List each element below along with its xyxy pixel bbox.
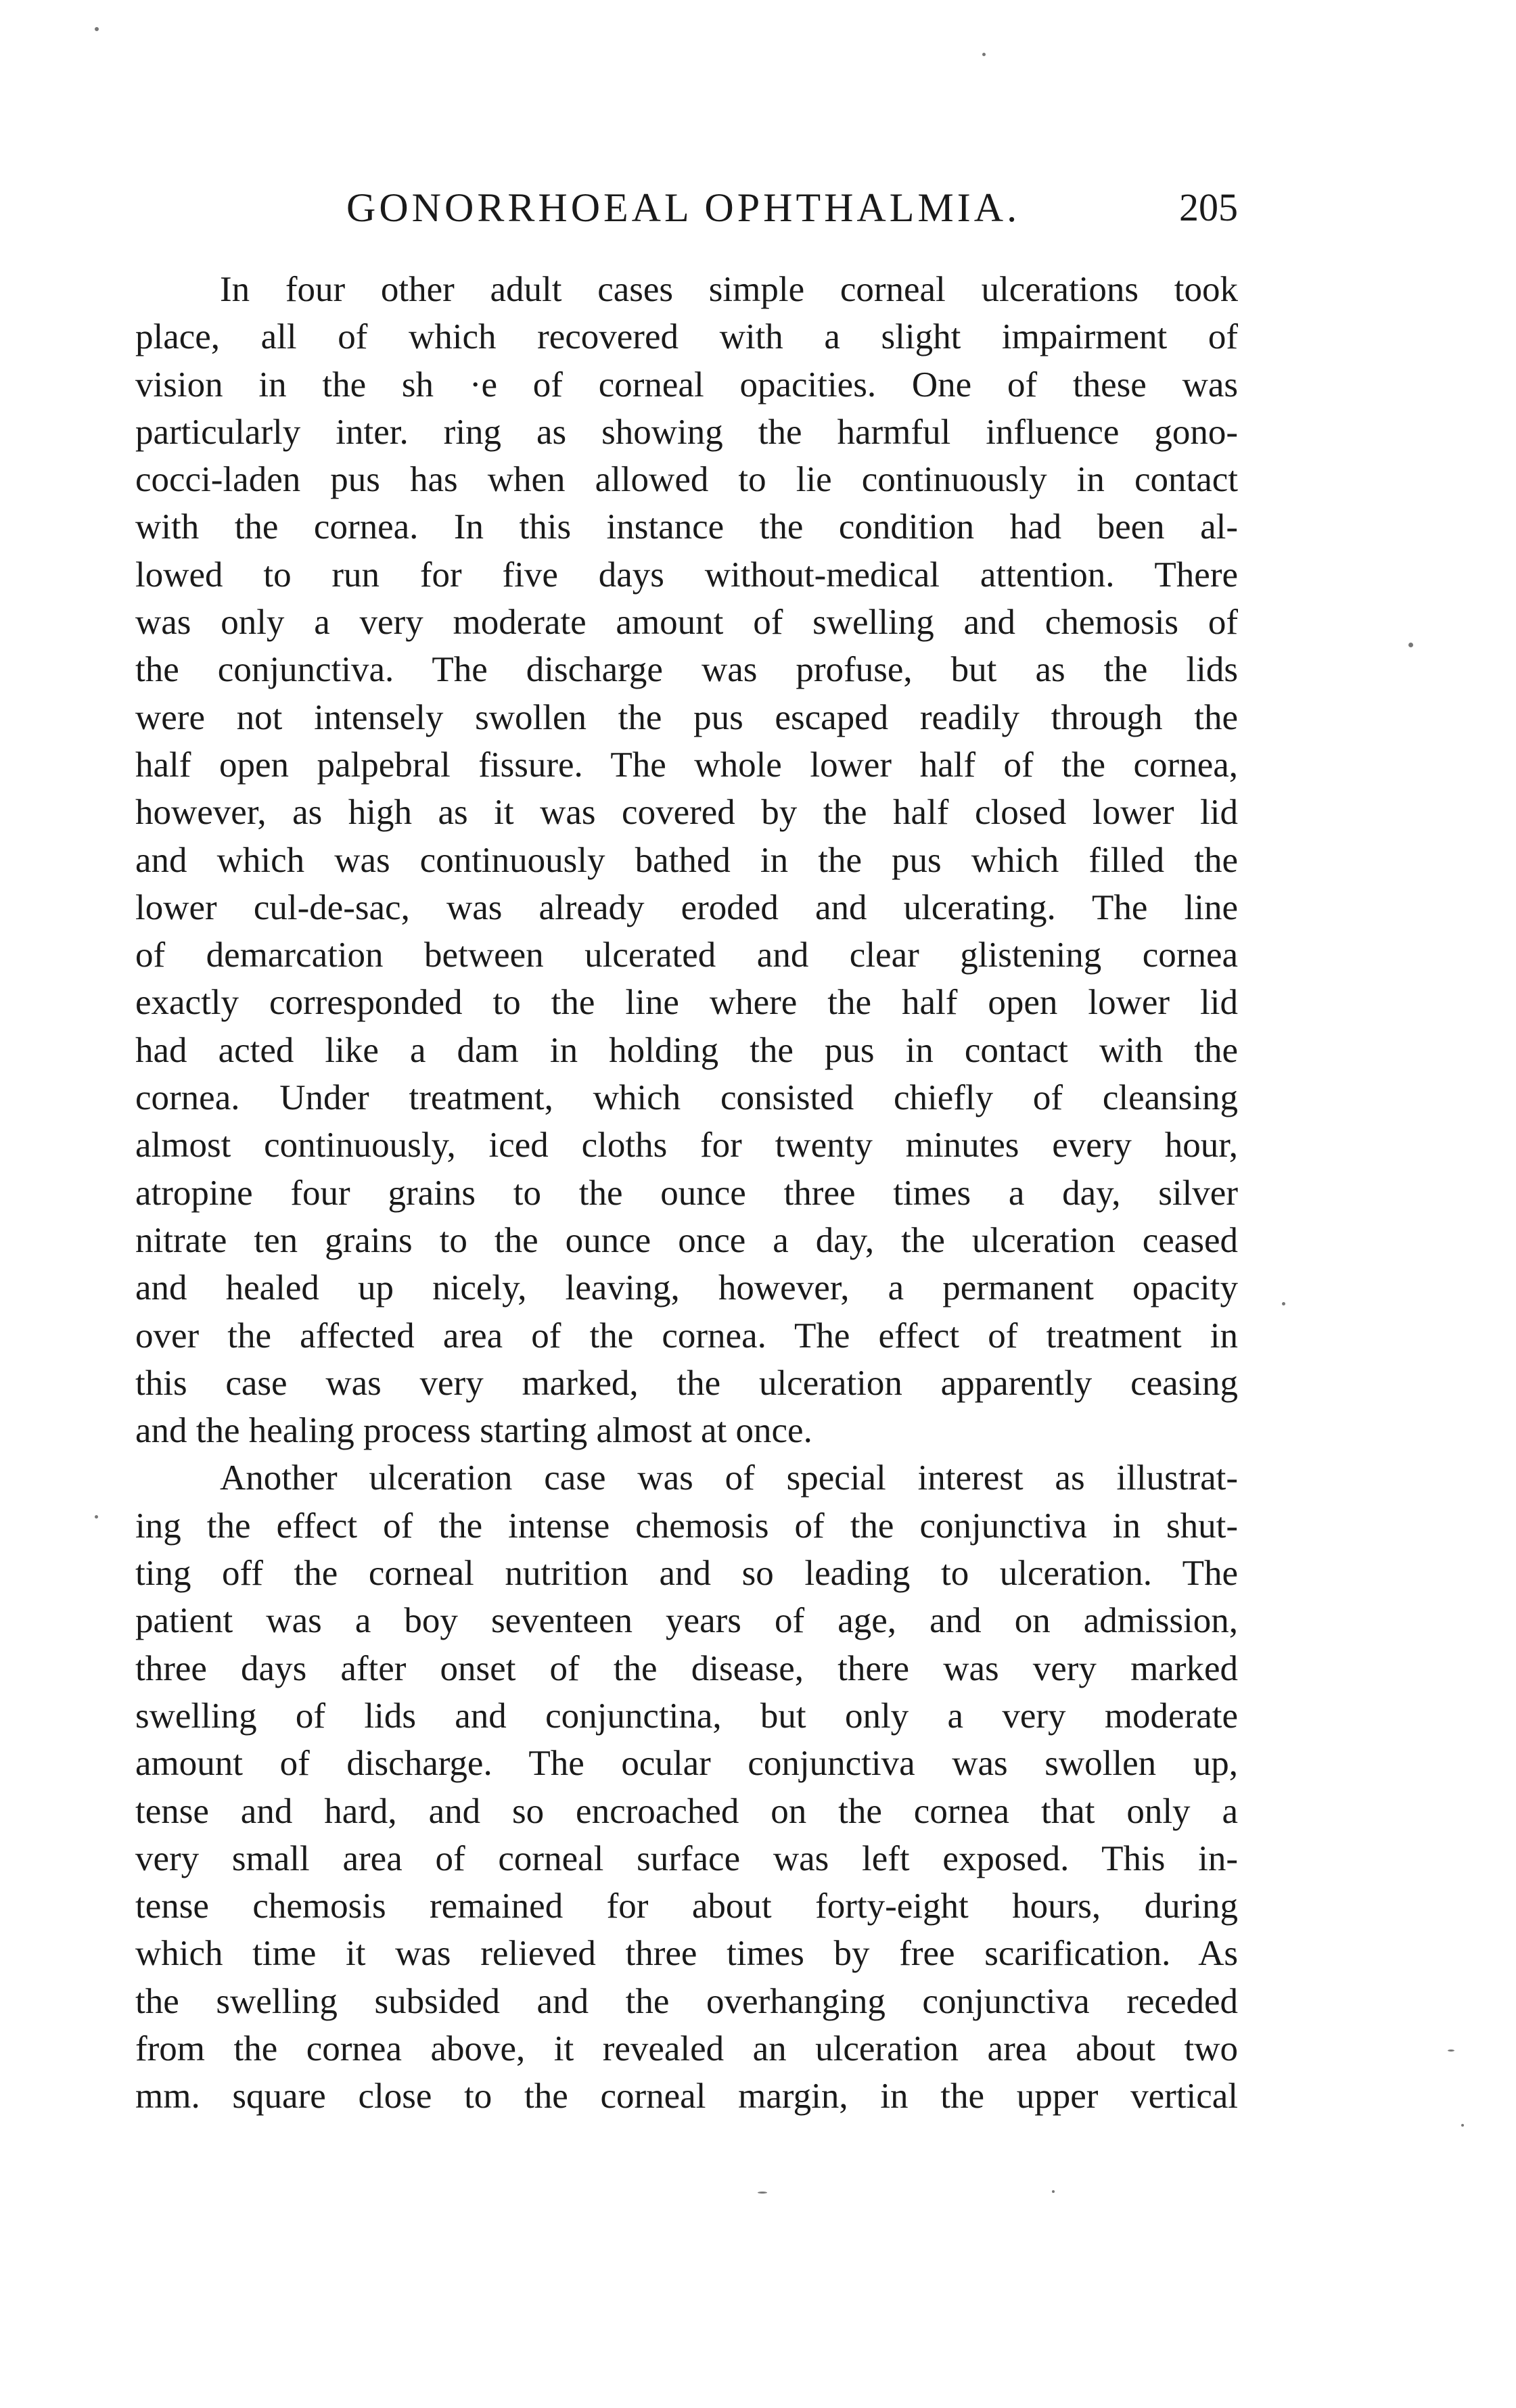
text-line: and the healing process starting almost at once.	[135, 1411, 812, 1451]
text-line: mm. square close to the corneal margin, in the upper vertical	[135, 2077, 1238, 2116]
scan-speck	[95, 27, 99, 31]
page-number: 205	[1179, 185, 1238, 229]
scan-speck	[1282, 1302, 1285, 1305]
text-line: three days after onset of the disease, there was very marked	[135, 1648, 1238, 1688]
text-line: were not intensely swollen the pus escaped readily through the	[135, 697, 1238, 737]
text-line: however, as high as it was covered by the half closed lower lid	[135, 793, 1238, 833]
text-line: atropine four grains to the ounce three times a day, silver	[135, 1173, 1238, 1213]
running-title: GONORRHOEAL OPHTHALMIA.	[346, 185, 1021, 230]
text-line: was only a very moderate amount of swelling and chemosis of	[135, 603, 1238, 643]
text-line: the swelling subsided and the overhanging conjunctiva receded	[135, 1981, 1238, 2021]
text-line: half open palpebral fissure. The whole lower half of the cornea,	[135, 745, 1238, 785]
text-line: place, all of which recovered with a slight impairment of	[135, 317, 1238, 357]
text-line: nitrate ten grains to the ounce once a day, the ulceration ceased	[135, 1220, 1238, 1260]
page-header	[135, 177, 1238, 238]
text-line: Another ulceration case was of special interest as illustrat-	[220, 1458, 1238, 1498]
text-line: cocci-laden pus has when allowed to lie continuously in contact	[135, 460, 1238, 500]
text-line: exactly corresponded to the line where the half open lower lid	[135, 983, 1238, 1023]
scan-speck	[95, 1515, 98, 1519]
text-line: this case was very marked, the ulceration apparently ceasing	[135, 1363, 1238, 1403]
text-line: swelling of lids and conjunctina, but only a very moderate	[135, 1696, 1238, 1736]
scan-speck	[1052, 2190, 1055, 2193]
text-line: very small area of corneal surface was left exposed. This in-	[135, 1838, 1238, 1878]
text-line: tense and hard, and so encroached on the cornea that only a	[135, 1791, 1238, 1831]
text-line: and which was continuously bathed in the pus which filled the	[135, 840, 1238, 880]
text-line: had acted like a dam in holding the pus in contact with the	[135, 1030, 1238, 1070]
text-line: the conjunctiva. The discharge was profuse, but as the lids	[135, 650, 1238, 690]
text-line: of demarcation between ulcerated and clear glistening cornea	[135, 935, 1238, 975]
text-line: almost continuously, iced cloths for twenty minutes every hour,	[135, 1126, 1238, 1165]
scan-speck	[1461, 2124, 1464, 2127]
text-line: tense chemosis remained for about forty-eight hours, during	[135, 1886, 1238, 1926]
body-text	[135, 266, 1238, 2121]
scan-speck	[758, 2192, 767, 2194]
text-line: ting off the corneal nutrition and so leading to ulceration. The	[135, 1554, 1238, 1594]
scan-speck	[982, 53, 986, 56]
text-line: vision in the sh ·e of corneal opacities. One of these was	[135, 365, 1238, 404]
text-line: over the affected area of the cornea. The effect of treatment in	[135, 1316, 1238, 1356]
text-line: ing the effect of the intense chemosis of the conjunctiva in shut-	[135, 1506, 1238, 1546]
text-line: lower cul-de-sac, was already eroded and ulcerating. The line	[135, 887, 1238, 927]
text-line: patient was a boy seventeen years of age, and on admission,	[135, 1601, 1238, 1641]
text-line: with the cornea. In this instance the condition had been al-	[135, 507, 1238, 547]
text-line: which time it was relieved three times by free scarification. As	[135, 1934, 1238, 1974]
text-line: particularly inter. ring as showing the harmful influence gono-	[135, 412, 1238, 452]
text-line: and healed up nicely, leaving, however, a permanent opacity	[135, 1268, 1238, 1308]
text-line: amount of discharge. The ocular conjunctiva was swollen up,	[135, 1744, 1238, 1784]
text-line: In four other adult cases simple corneal ulcerations took	[220, 270, 1238, 309]
scan-speck	[1408, 643, 1413, 647]
text-line: cornea. Under treatment, which consisted chiefly of cleansing	[135, 1078, 1238, 1118]
scan-speck	[1448, 2050, 1454, 2052]
text-line: lowed to run for five days without-medical attention. There	[135, 555, 1238, 595]
text-line: from the cornea above, it revealed an ulceration area about two	[135, 2029, 1238, 2068]
